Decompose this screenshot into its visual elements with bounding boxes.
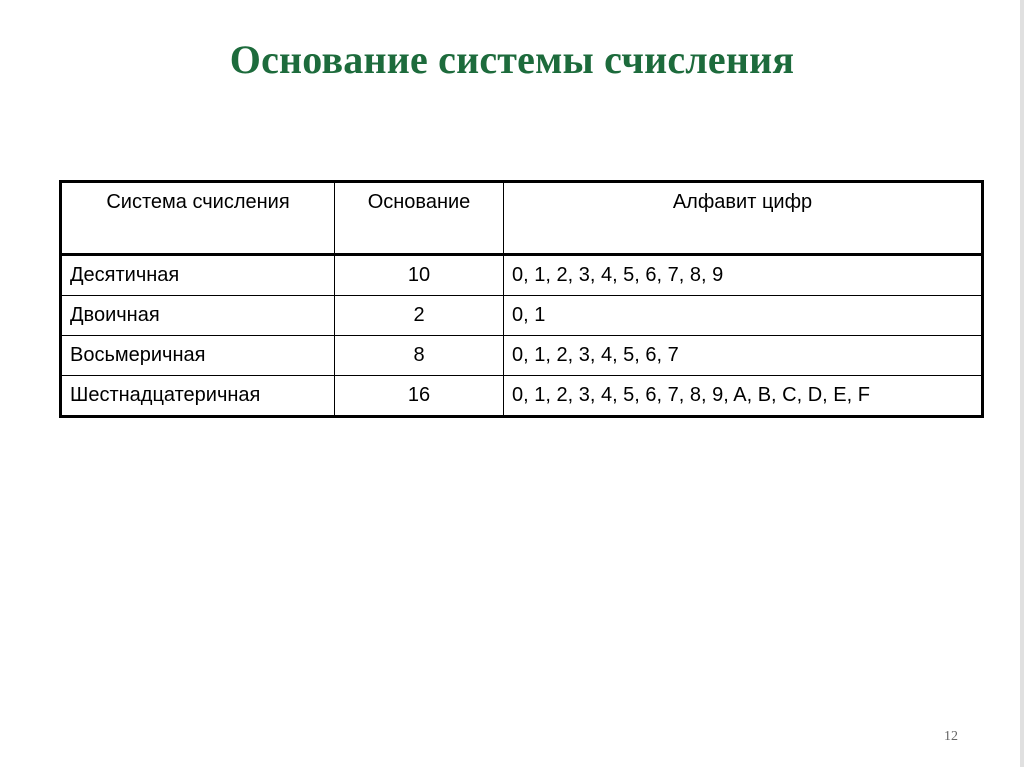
cell-system: Десятичная xyxy=(61,255,335,296)
cell-alphabet: 0, 1 xyxy=(504,296,983,336)
header-alphabet: Алфавит цифр xyxy=(504,182,983,255)
cell-system: Шестнадцатеричная xyxy=(61,376,335,417)
cell-base: 2 xyxy=(335,296,504,336)
header-base: Основание xyxy=(335,182,504,255)
table-row xyxy=(61,296,983,336)
slide-edge-divider xyxy=(1020,0,1024,767)
page-number: 12 xyxy=(944,729,958,744)
slide-title: Основание системы счисления xyxy=(229,37,795,82)
cell-system: Восьмеричная xyxy=(61,336,335,376)
cell-alphabet: 0, 1, 2, 3, 4, 5, 6, 7, 8, 9, A, B, C, D, E, F xyxy=(504,376,983,417)
cell-alphabet: 0, 1, 2, 3, 4, 5, 6, 7, 8, 9 xyxy=(504,255,983,296)
cell-base: 10 xyxy=(335,255,504,296)
table-row xyxy=(61,376,983,417)
cell-alphabet: 0, 1, 2, 3, 4, 5, 6, 7 xyxy=(504,336,983,376)
table-row xyxy=(61,336,983,376)
table-header-row xyxy=(61,182,983,255)
table-row xyxy=(61,255,983,296)
number-systems-table xyxy=(59,180,984,418)
cell-base: 8 xyxy=(335,336,504,376)
cell-system: Двоичная xyxy=(61,296,335,336)
header-system: Система счисления xyxy=(61,182,335,255)
cell-base: 16 xyxy=(335,376,504,417)
